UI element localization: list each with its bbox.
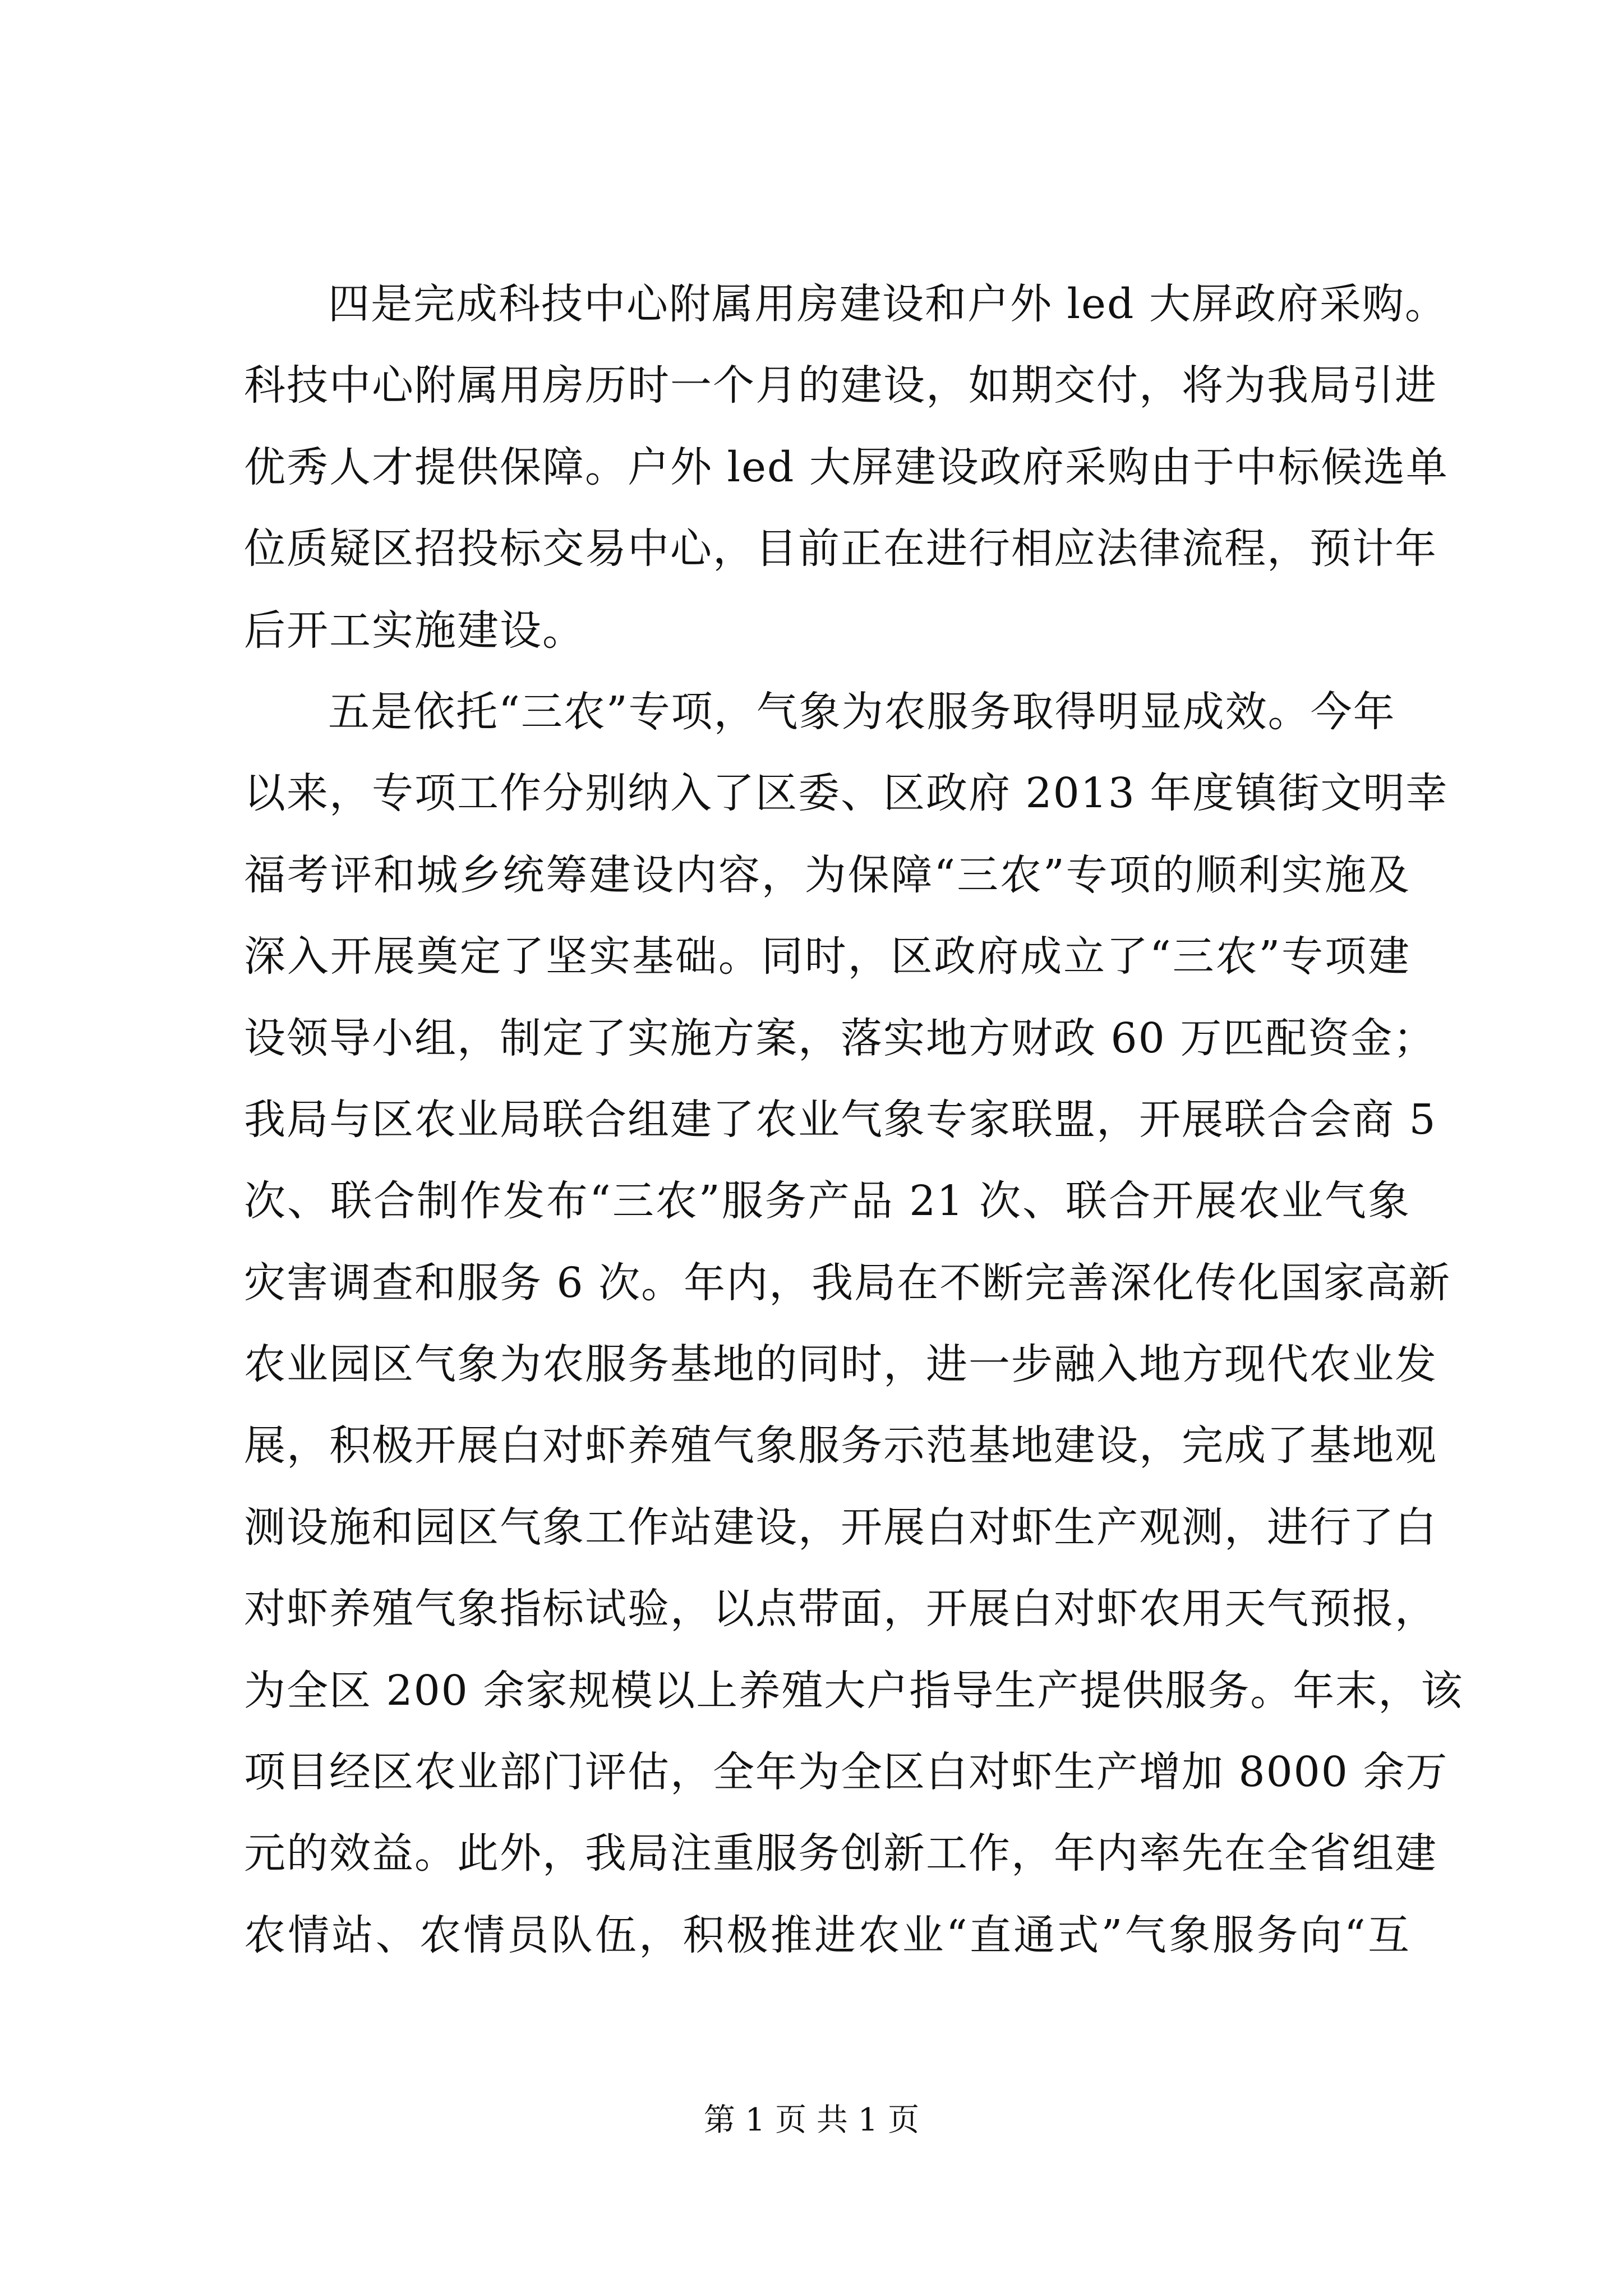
document-body [244, 264, 1464, 1976]
paragraph-2-line-9: 农业园区气象为农服务基地的同时，进一步融入地方现代农业发 [244, 1340, 1437, 1389]
paragraph-1-line-1: 四是完成科技中心附属用房建设和户外 led 大屏政府采购。 [328, 280, 1447, 328]
paragraph-2-line-2: 以来，专项工作分别纳入了区委、区政府 2013 年度镇街文明幸 [244, 769, 1449, 818]
paragraph-1-line-5: 后开工实施建设。 [244, 606, 585, 655]
paragraph-2-line-1: 五是依托“三农”专项，气象为农服务取得明显成效。今年 [328, 687, 1396, 736]
paragraph-2-line-6: 我局与区农业局联合组建了农业气象专家联盟，开展联合会商 5 [244, 1095, 1437, 1144]
paragraph-2-line-5: 设领导小组，制定了实施方案，落实地方财政 60 万匹配资金； [244, 1014, 1436, 1062]
paragraph-2-line-4: 深入开展奠定了坚实基础。同时，区政府成立了“三农”专项建 [244, 932, 1410, 981]
paragraph-2-line-15: 元的效益。此外，我局注重服务创新工作，年内率先在全省组建 [244, 1829, 1437, 1878]
paragraph-1-line-2: 科技中心附属用房历时一个月的建设，如期交付，将为我局引进 [244, 361, 1437, 410]
paragraph-2-line-3: 福考评和城乡统筹建设内容，为保障“三农”专项的顺利实施及 [244, 850, 1410, 899]
paragraph-2-line-14: 项目经区农业部门评估，全年为全区白对虾生产增加 8000 余万 [244, 1748, 1449, 1797]
paragraph-2-line-12: 对虾养殖气象指标试验，以点带面，开展白对虾农用天气预报， [244, 1585, 1437, 1634]
paragraph-1-line-4: 位质疑区招投标交易中心，目前正在进行相应法律流程，预计年 [244, 524, 1437, 573]
paragraph-2-line-13: 为全区 200 余家规模以上养殖大户指导生产提供服务。年末，该 [244, 1666, 1464, 1715]
paragraph-1-line-3: 优秀人才提供保障。户外 led 大屏建设政府采购由于中标候选单 [244, 443, 1449, 491]
paragraph-2-line-11: 测设施和园区气象工作站建设，开展白对虾生产观测，进行了白 [244, 1503, 1437, 1552]
paragraph-2-line-16: 农情站、农情员队伍，积极推进农业“直通式”气象服务向“互 [244, 1911, 1410, 1959]
page-number-footer: 第 1 页 共 1 页 [703, 2102, 920, 2138]
paragraph-2-line-7: 次、联合制作发布“三农”服务产品 21 次、联合开展农业气象 [244, 1177, 1410, 1226]
paragraph-2-line-8: 灾害调查和服务 6 次。年内，我局在不断完善深化传化国家高新 [244, 1258, 1451, 1307]
paragraph-2-line-10: 展，积极开展白对虾养殖气象服务示范基地建设，完成了基地观 [244, 1421, 1437, 1470]
